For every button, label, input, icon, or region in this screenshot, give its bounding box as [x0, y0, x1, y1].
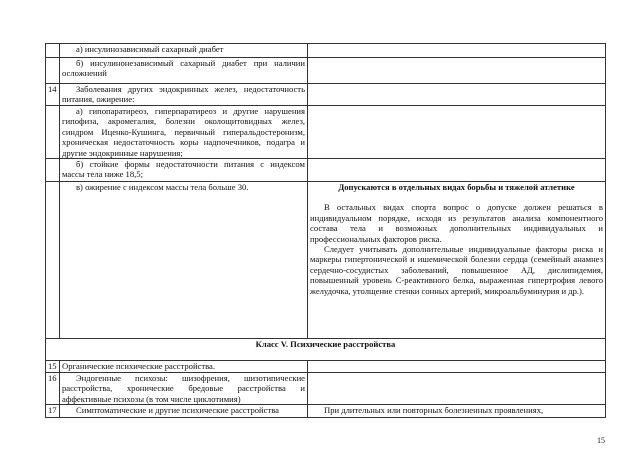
note-cell [308, 44, 606, 58]
note-text: При длительных или повторных болезненных проявлениях, [324, 405, 544, 416]
condition-text: Органические психические расстройства. [62, 361, 216, 372]
condition-cell [60, 58, 308, 84]
table-row [46, 361, 606, 373]
table-row [46, 373, 606, 405]
table-row [46, 182, 606, 339]
condition-cell [60, 106, 308, 159]
condition-text: Заболевания других эндокринных желез, недостаточность питания, ожирение: [62, 84, 305, 105]
condition-cell [60, 182, 308, 339]
row-number-cell [46, 159, 60, 182]
condition-text: б) инсулинонезависимый сахарный диабет при наличии осложнений [62, 58, 305, 79]
note-cell [308, 405, 606, 418]
note-cell [308, 159, 606, 182]
disease-table [45, 43, 606, 418]
condition-text: б) стойкие формы недостаточности питания с индексом массы тела ниже 18,5; [62, 159, 305, 180]
admission-title: Допускаются в отдельных видах борьбы и тяжелой атлетике [338, 182, 575, 193]
class-header-row [46, 339, 606, 361]
condition-cell [60, 405, 308, 418]
table-row [46, 58, 606, 84]
class-v-heading: Класс V. Психические расстройства [46, 339, 606, 361]
table-row [46, 84, 606, 106]
note-cell [308, 58, 606, 84]
row-number-cell [46, 58, 60, 84]
row-number-cell [46, 182, 60, 339]
page-number: 15 [597, 436, 605, 445]
condition-text: а) инсулинозависимый сахарный диабет [76, 44, 224, 54]
condition-cell [60, 361, 308, 373]
condition-text: в) ожирение с индексом массы тела больше 30. [76, 182, 249, 193]
row-number-cell: 17 [46, 405, 60, 418]
table-row [46, 106, 606, 159]
table-row [46, 44, 606, 58]
row-number-cell [46, 44, 60, 58]
condition-cell [60, 159, 308, 182]
condition-cell [60, 373, 308, 405]
note-cell [308, 373, 606, 405]
note-cell [308, 361, 606, 373]
condition-text: а) гипопаратиреоз, гиперпаратиреоз и другие нарушения гипофиза, акромегалия, болезни околощитовидных желез, синдром Иценко-Кушинга, первичный гиперальдостеронизм, хроническая недостаточность коры надпочечников, подагра и другие эндокринные нарушения; [62, 106, 305, 158]
risk-factors-paragraph: Следует учитывать дополнительные индивидуальные факторы риска и маркеры гипертонической и ишемической болезни сердца (семейный анамнез сердечно-сосудистых заболеваний, повышенное АД, дислипидемия, повышенный уровень С-реактивного белка, выраженная гипертрофия левого желудочка, утолщение стенки сонных артерий, микроальбуминурия и др.). [310, 244, 603, 296]
note-cell [308, 106, 606, 159]
row-number-cell: 14 [46, 84, 60, 106]
table-row [46, 159, 606, 182]
row-number-cell: 15 [46, 361, 60, 373]
note-cell [308, 84, 606, 106]
admission-paragraph: В остальных видах спорта вопрос о допуске должен решаться в индивидуальном порядке, исходя из результатов анализа компонентного состава тела и возможных дополнительных индивидуальных и профессиональных факторов риска. [310, 202, 603, 244]
note-cell [308, 182, 606, 339]
condition-cell [60, 44, 308, 58]
condition-text: Симптоматические и другие психические расстройства [76, 405, 279, 416]
condition-cell [60, 84, 308, 106]
condition-text: Эндогенные психозы: шизофрения, шизотипические расстройства, хронические бредовые расстройства и аффективные психозы (в том числе циклотимия) [62, 373, 305, 404]
row-number-cell [46, 106, 60, 159]
table-row [46, 405, 606, 418]
row-number-cell: 16 [46, 373, 60, 405]
